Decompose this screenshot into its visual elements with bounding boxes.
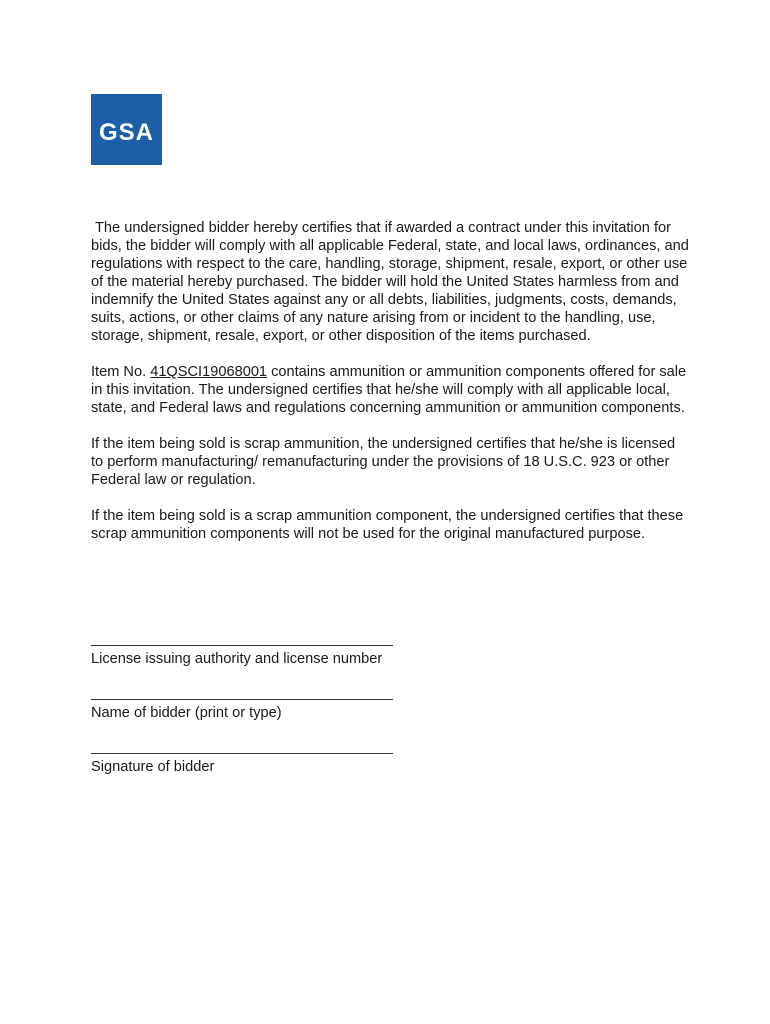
paragraph-scrap-component: If the item being sold is a scrap ammunition component, the undersigned certifies that these scrap ammunition components will not be used for the original manufactured purpose. bbox=[91, 508, 684, 542]
item-prefix: Item No. bbox=[91, 364, 151, 380]
item-number: 41QSCI19068001 bbox=[150, 364, 268, 380]
license-signature-line[interactable] bbox=[91, 634, 393, 646]
gsa-logo bbox=[91, 94, 162, 165]
license-label: License issuing authority and license number bbox=[91, 651, 383, 667]
gsa-logo-icon bbox=[91, 94, 162, 165]
signature-label: Signature of bidder bbox=[91, 759, 215, 775]
paragraph-item bbox=[91, 363, 691, 417]
license-field bbox=[91, 634, 401, 668]
signature-field bbox=[91, 742, 401, 776]
certification-text bbox=[91, 219, 691, 561]
name-signature-line[interactable] bbox=[91, 688, 393, 700]
svg-text:GSA: GSA bbox=[98, 119, 155, 146]
paragraph-compliance: The undersigned bidder hereby certifies that if awarded a contract under this invitation for bids, the bidder will comply with all applicable Federal, state, and local laws, ordinances, and regulations with respect to the care, handling, storage, shipment, resale, export, or other use of the material hereby purchased. The bidder will hold the United States harmless from and indemnify the United States against any or all debts, liabilities, judgments, costs, demands, suits, actions, or other claims of any nature arising from or incident to the handling, use, storage, shipment, resale, export, or other disposition of the items purchased. bbox=[91, 220, 689, 344]
name-label: Name of bidder (print or type) bbox=[91, 705, 282, 721]
name-field bbox=[91, 688, 401, 722]
paragraph-scrap-ammunition: If the item being sold is scrap ammunition, the undersigned certifies that he/she is licensed to perform manufacturing/ remanufacturing under the provisions of 18 U.S.C. 923 or other Federal law or regulation. bbox=[91, 436, 676, 488]
bidder-signature-line[interactable] bbox=[91, 742, 393, 754]
item-suffix: contains ammunition or ammunition components offered for sale in this invitation. The undersigned certifies that he/she will comply with all applicable local, state, and Federal laws and regulations concerning ammunition or ammunition components. bbox=[91, 364, 687, 416]
